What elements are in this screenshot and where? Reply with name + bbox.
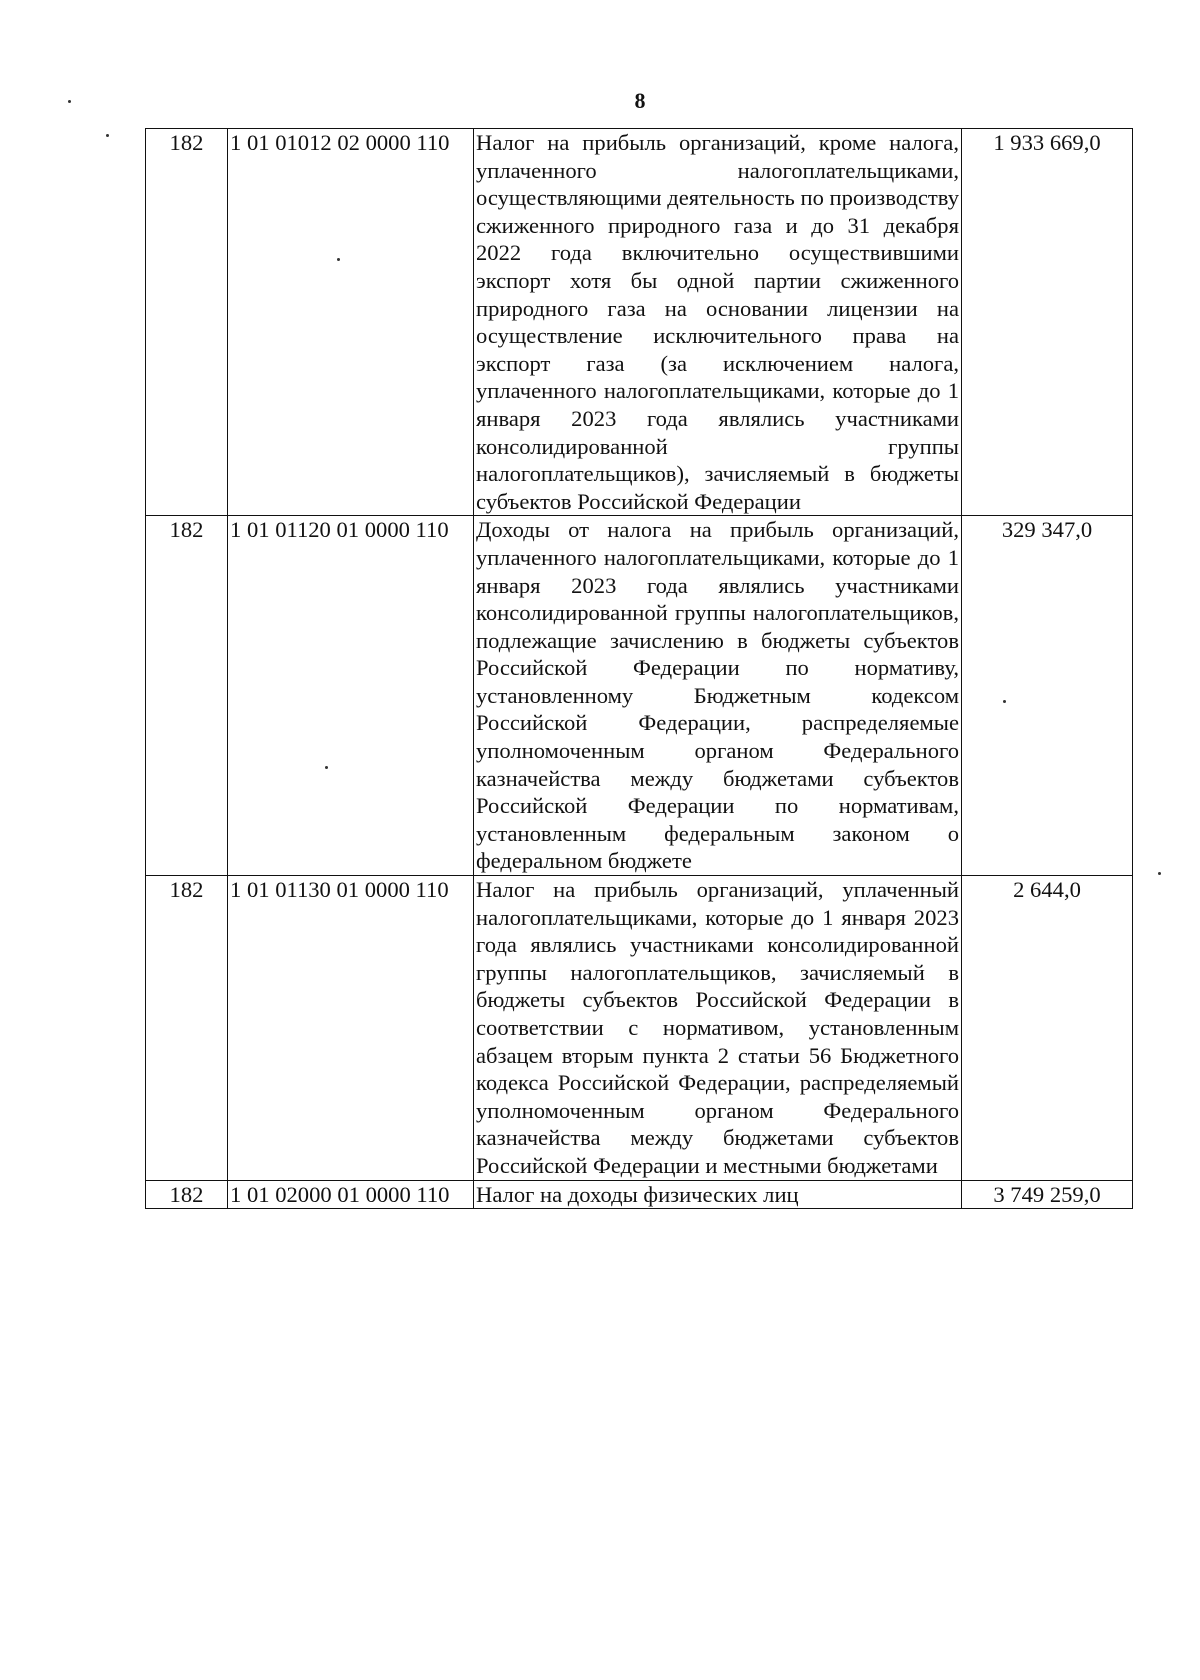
revenue-name-cell: Налог на доходы физических лиц — [474, 1180, 962, 1209]
table-row — [146, 1180, 1133, 1209]
admin-code-cell: 182 — [146, 129, 228, 516]
amount-cell: 329 347,0 — [962, 516, 1133, 876]
amount-cell: 1 933 669,0 — [962, 129, 1133, 516]
table-row — [146, 876, 1133, 1181]
table-row — [146, 516, 1133, 876]
amount-cell: 3 749 259,0 — [962, 1180, 1133, 1209]
revenue-name-cell: Налог на прибыль организаций, кроме налога, уплаченного налогоплательщиками, осуществляющими деятельность по производству сжиженного природного газа и до 31 декабря 2022 года включительно осуществившими экспорт хотя бы одной партии сжиженного природного газа на основании лицензии на осуществление исключительного права на экспорт газа (за исключением налога, уплаченного налогоплательщиками, которые до 1 января 2023 года являлись участниками консолидированной группы налогоплательщиков), зачисляемый в бюджеты субъектов Российской Федерации — [474, 129, 962, 516]
classification-code-cell: 1 01 01012 02 0000 110 — [228, 129, 474, 516]
admin-code-cell: 182 — [146, 876, 228, 1181]
scan-speck — [68, 100, 71, 103]
classification-code-cell: 1 01 02000 01 0000 110 — [228, 1180, 474, 1209]
amount-cell: 2 644,0 — [962, 876, 1133, 1181]
revenue-name-cell: Доходы от налога на прибыль организаций, уплаченного налогоплательщиками, которые до 1 января 2023 года являлись участниками консолидированной группы налогоплательщиков, подлежащие зачислению в бюджеты субъектов Российской Федерации по нормативу, установленному Бюджетным кодексом Российской Федерации, распределяемые уполномоченным органом Федерального казначейства между бюджетами субъектов Российской Федерации по нормативам, установленным федеральным законом о федеральном бюджете — [474, 516, 962, 876]
admin-code-cell: 182 — [146, 516, 228, 876]
classification-code-cell: 1 01 01120 01 0000 110 — [228, 516, 474, 876]
admin-code-cell: 182 — [146, 1180, 228, 1209]
classification-code-cell: 1 01 01130 01 0000 110 — [228, 876, 474, 1181]
revenue-name-cell: Налог на прибыль организаций, уплаченный налогоплательщиками, которые до 1 января 2023 года являлись участниками консолидированной группы налогоплательщиков, зачисляемый в бюджеты субъектов Российской Федерации в соответствии с нормативом, установленным абзацем вторым пункта 2 статьи 56 Бюджетного кодекса Российской Федерации, распределяемый уполномоченным органом Федерального казначейства между бюджетами субъектов Российской Федерации и местными бюджетами — [474, 876, 962, 1181]
scan-speck — [1158, 872, 1161, 875]
scan-speck — [106, 134, 109, 137]
page-number: 8 — [634, 88, 646, 113]
revenue-table — [145, 128, 1133, 1209]
table-row — [146, 129, 1133, 516]
